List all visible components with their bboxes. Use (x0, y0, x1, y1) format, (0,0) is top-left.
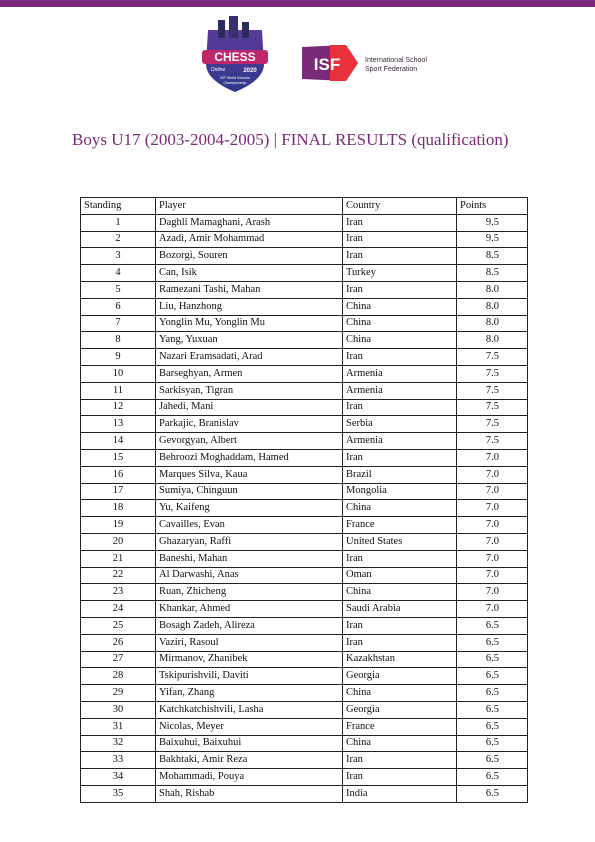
standing-cell: 6 (81, 298, 156, 315)
table-row (81, 248, 528, 265)
country-cell: China (343, 315, 457, 332)
points-cell: 9.5 (457, 231, 528, 248)
points-cell: 7.5 (457, 416, 528, 433)
table-row (81, 433, 528, 450)
table-row (81, 651, 528, 668)
country-cell: France (343, 718, 457, 735)
table-row (81, 584, 528, 601)
country-cell: Iran (343, 214, 457, 231)
points-cell: 7.5 (457, 349, 528, 366)
points-cell: 7.0 (457, 466, 528, 483)
chess-logo-sub3: Championship (223, 81, 247, 85)
country-cell: France (343, 517, 457, 534)
points-cell: 7.5 (457, 399, 528, 416)
country-cell: Saudi Arabia (343, 601, 457, 618)
country-cell: China (343, 735, 457, 752)
points-cell: 7.0 (457, 483, 528, 500)
player-cell: Vaziri, Rasoul (156, 634, 343, 651)
standing-cell: 7 (81, 315, 156, 332)
isf-mark-text: ISF (313, 55, 341, 74)
country-cell: China (343, 298, 457, 315)
chess-logo-sub2: ISF World Schools (220, 76, 250, 80)
table-row (81, 517, 528, 534)
country-cell: Iran (343, 399, 457, 416)
table-row (81, 718, 528, 735)
chess-logo-word: CHESS (214, 50, 256, 64)
table-row (81, 399, 528, 416)
player-cell: Yifan, Zhang (156, 685, 343, 702)
table-row (81, 668, 528, 685)
country-cell: India (343, 785, 457, 802)
player-cell: Daghli Mamaghani, Arash (156, 214, 343, 231)
player-cell: Mirmanov, Zhanibek (156, 651, 343, 668)
table-row (81, 382, 528, 399)
table-row (81, 231, 528, 248)
points-cell: 8.5 (457, 248, 528, 265)
points-cell: 6.5 (457, 701, 528, 718)
table-row (81, 466, 528, 483)
standing-cell: 5 (81, 281, 156, 298)
player-cell: Yu, Kaifeng (156, 500, 343, 517)
country-cell: Mongolia (343, 483, 457, 500)
table-row (81, 785, 528, 802)
table-row (81, 735, 528, 752)
standing-cell: 14 (81, 433, 156, 450)
points-cell: 8.0 (457, 281, 528, 298)
standing-cell: 25 (81, 617, 156, 634)
player-cell: Shah, Rishab (156, 785, 343, 802)
standing-cell: 4 (81, 265, 156, 282)
player-cell: Yang, Yuxuan (156, 332, 343, 349)
standing-cell: 28 (81, 668, 156, 685)
player-cell: Bozorgi, Souren (156, 248, 343, 265)
chess-championship-logo (196, 16, 274, 96)
country-cell: Armenia (343, 382, 457, 399)
points-cell: 6.5 (457, 769, 528, 786)
country-cell: China (343, 685, 457, 702)
table-row (81, 298, 528, 315)
table-row (81, 533, 528, 550)
standing-cell: 2 (81, 231, 156, 248)
player-cell: Ghazaryan, Raffi (156, 533, 343, 550)
isf-mark-icon (300, 43, 360, 83)
isf-federation-name (365, 56, 465, 74)
country-cell: Georgia (343, 668, 457, 685)
points-cell: 6.5 (457, 617, 528, 634)
table-row (81, 550, 528, 567)
table-row (81, 281, 528, 298)
standing-cell: 12 (81, 399, 156, 416)
chess-logo-year: 2020 (243, 68, 257, 74)
standing-cell: 11 (81, 382, 156, 399)
points-cell: 7.5 (457, 382, 528, 399)
player-cell: Katchkatchishvili, Lasha (156, 701, 343, 718)
header-points: Points (457, 198, 528, 215)
player-cell: Ramezani Tashi, Mahan (156, 281, 343, 298)
player-cell: Tskipurishvili, Daviti (156, 668, 343, 685)
standing-cell: 15 (81, 449, 156, 466)
country-cell: Oman (343, 567, 457, 584)
country-cell: Iran (343, 349, 457, 366)
points-cell: 7.0 (457, 533, 528, 550)
points-cell: 7.0 (457, 584, 528, 601)
points-cell: 8.0 (457, 315, 528, 332)
standing-cell: 33 (81, 752, 156, 769)
points-cell: 7.0 (457, 500, 528, 517)
country-cell: Iran (343, 752, 457, 769)
standing-cell: 21 (81, 550, 156, 567)
table-row (81, 483, 528, 500)
standing-cell: 8 (81, 332, 156, 349)
player-cell: Cavailles, Evan (156, 517, 343, 534)
player-cell: Liu, Hanzhong (156, 298, 343, 315)
country-cell: Iran (343, 248, 457, 265)
player-cell: Sumiya, Chinguun (156, 483, 343, 500)
country-cell: Brazil (343, 466, 457, 483)
country-cell: Armenia (343, 365, 457, 382)
player-cell: Can, Isik (156, 265, 343, 282)
player-cell: Bosagh Zadeh, Alireza (156, 617, 343, 634)
table-row (81, 416, 528, 433)
page-title: Boys U17 (2003-2004-2005) | FINAL RESULTS (qualification) (72, 130, 509, 149)
points-cell: 6.5 (457, 634, 528, 651)
table-row (81, 617, 528, 634)
table-row (81, 769, 528, 786)
standing-cell: 30 (81, 701, 156, 718)
country-cell: Kazakhstan (343, 651, 457, 668)
results-table (80, 197, 528, 803)
player-cell: Gevorgyan, Albert (156, 433, 343, 450)
points-cell: 7.5 (457, 365, 528, 382)
country-cell: Turkey (343, 265, 457, 282)
country-cell: China (343, 584, 457, 601)
isf-line2: Sport Federation (365, 66, 418, 73)
standing-cell: 22 (81, 567, 156, 584)
standing-cell: 34 (81, 769, 156, 786)
standing-cell: 13 (81, 416, 156, 433)
table-row (81, 265, 528, 282)
country-cell: Iran (343, 231, 457, 248)
player-cell: Baixuhui, Baixuhui (156, 735, 343, 752)
country-cell: China (343, 500, 457, 517)
country-cell: Iran (343, 449, 457, 466)
points-cell: 7.5 (457, 433, 528, 450)
points-cell: 7.0 (457, 517, 528, 534)
standing-cell: 9 (81, 349, 156, 366)
top-accent-bar (0, 0, 595, 7)
player-cell: Khankar, Ahmed (156, 601, 343, 618)
table-row (81, 315, 528, 332)
points-cell: 6.5 (457, 735, 528, 752)
player-cell: Sarkisyan, Tigran (156, 382, 343, 399)
player-cell: Barseghyan, Armen (156, 365, 343, 382)
table-row (81, 332, 528, 349)
country-cell: Serbia (343, 416, 457, 433)
country-cell: China (343, 332, 457, 349)
isf-line1: International School (365, 57, 427, 64)
standing-cell: 31 (81, 718, 156, 735)
standing-cell: 1 (81, 214, 156, 231)
table-row (81, 349, 528, 366)
player-cell: Behroozi Moghaddam, Hamed (156, 449, 343, 466)
standing-cell: 3 (81, 248, 156, 265)
table-row (81, 685, 528, 702)
points-cell: 8.0 (457, 298, 528, 315)
country-cell: Georgia (343, 701, 457, 718)
table-row (81, 449, 528, 466)
points-cell: 8.5 (457, 265, 528, 282)
points-cell: 6.5 (457, 651, 528, 668)
table-row (81, 365, 528, 382)
country-cell: Iran (343, 281, 457, 298)
points-cell: 6.5 (457, 668, 528, 685)
standing-cell: 24 (81, 601, 156, 618)
header-player: Player (156, 198, 343, 215)
standing-cell: 18 (81, 500, 156, 517)
table-row (81, 214, 528, 231)
standing-cell: 16 (81, 466, 156, 483)
standing-cell: 10 (81, 365, 156, 382)
table-row (81, 500, 528, 517)
country-cell: United States (343, 533, 457, 550)
results-table-body (81, 214, 528, 802)
standing-cell: 23 (81, 584, 156, 601)
table-header-row (81, 198, 528, 215)
table-row (81, 567, 528, 584)
standing-cell: 26 (81, 634, 156, 651)
player-cell: Parkajic, Branislav (156, 416, 343, 433)
player-cell: Ruan, Zhicheng (156, 584, 343, 601)
player-cell: Baneshi, Mahan (156, 550, 343, 567)
player-cell: Azadi, Amir Mohammad (156, 231, 343, 248)
standing-cell: 27 (81, 651, 156, 668)
standing-cell: 17 (81, 483, 156, 500)
points-cell: 8.0 (457, 332, 528, 349)
chess-logo-online: Online (210, 67, 226, 73)
points-cell: 6.5 (457, 718, 528, 735)
points-cell: 7.0 (457, 449, 528, 466)
points-cell: 7.0 (457, 567, 528, 584)
table-row (81, 634, 528, 651)
table-row (81, 601, 528, 618)
points-cell: 6.5 (457, 685, 528, 702)
table-row (81, 701, 528, 718)
points-cell: 6.5 (457, 785, 528, 802)
player-cell: Yonglin Mu, Yonglin Mu (156, 315, 343, 332)
country-cell: Iran (343, 634, 457, 651)
player-cell: Nazari Eramsadati, Arad (156, 349, 343, 366)
points-cell: 6.5 (457, 752, 528, 769)
standing-cell: 19 (81, 517, 156, 534)
country-cell: Iran (343, 550, 457, 567)
standing-cell: 32 (81, 735, 156, 752)
header-country: Country (343, 198, 457, 215)
player-cell: Bakhtaki, Amir Reza (156, 752, 343, 769)
standing-cell: 29 (81, 685, 156, 702)
standing-cell: 20 (81, 533, 156, 550)
standing-cell: 35 (81, 785, 156, 802)
table-row (81, 752, 528, 769)
country-cell: Iran (343, 617, 457, 634)
country-cell: Armenia (343, 433, 457, 450)
player-cell: Mohammadi, Pouya (156, 769, 343, 786)
points-cell: 7.0 (457, 601, 528, 618)
player-cell: Jahedi, Mani (156, 399, 343, 416)
player-cell: Marques Silva, Kaua (156, 466, 343, 483)
header-standing: Standing (81, 198, 156, 215)
country-cell: Iran (343, 769, 457, 786)
player-cell: Nicolas, Meyer (156, 718, 343, 735)
points-cell: 9.5 (457, 214, 528, 231)
points-cell: 7.0 (457, 550, 528, 567)
player-cell: Al Darwashi, Anas (156, 567, 343, 584)
